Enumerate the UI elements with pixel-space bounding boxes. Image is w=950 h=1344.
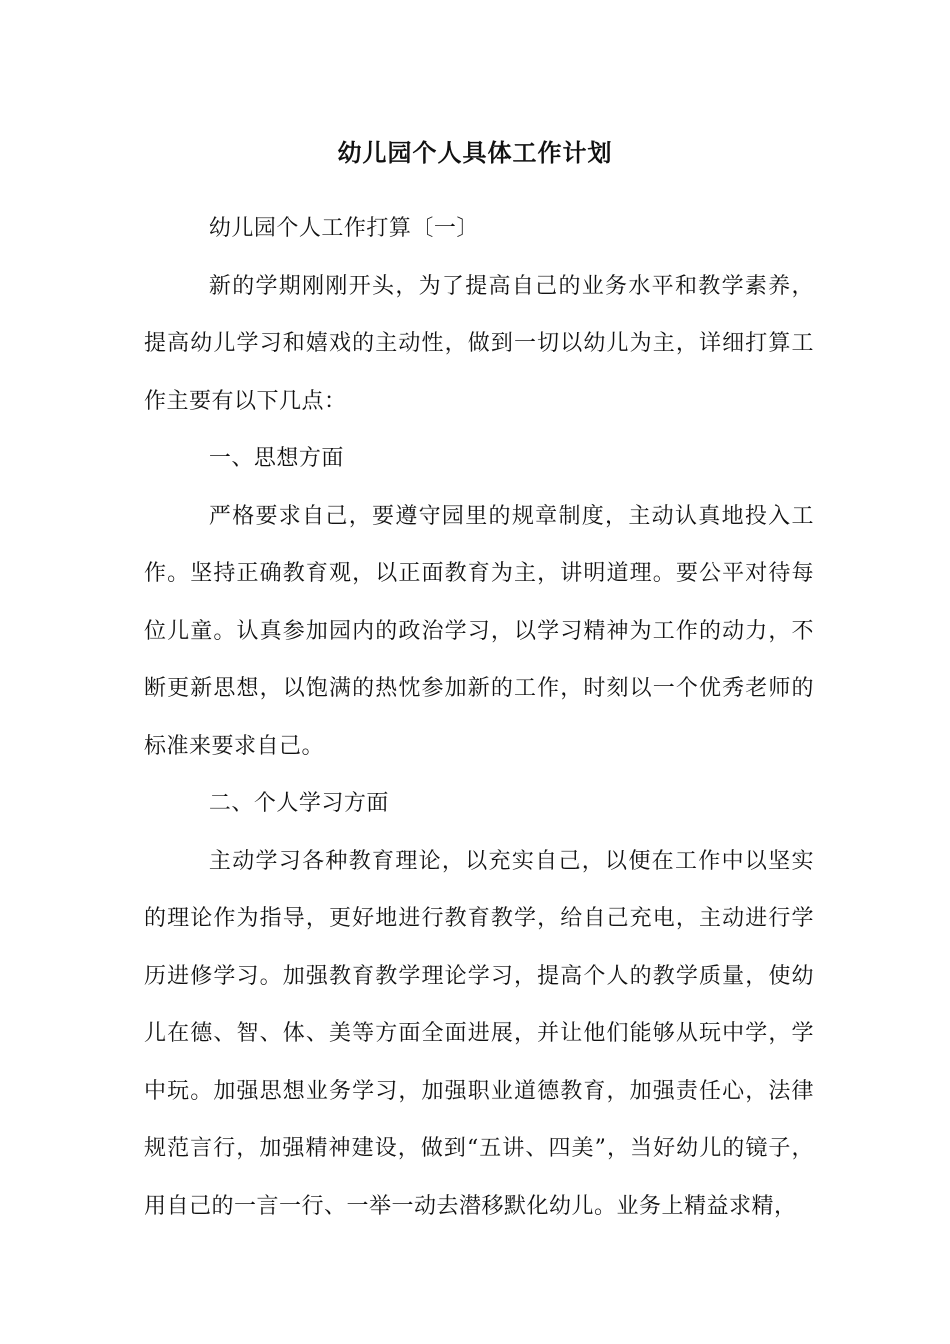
document-body <box>144 200 814 1235</box>
document-title: 幼儿园个人具体工作计划 <box>337 138 613 167</box>
study-paragraph: 主动学习各种教育理论，以充实自己，以便在工作中以坚实的理论作为指导，更好地进行教育教学，给自己充电，主动进行学历进修学习。加强教育教学理论学习，提高个人的教学质量，使幼儿在德、智、体、美等方面全面进展，并让他们能够从玩中学，学中玩。加强思想业务学习，加强职业道德教育，加强责任心，法律规范言行，加强精神建设，做到“五讲、四美”，当好幼儿的镜子，用自己的一言一行、一举一动去潜移默化幼儿。业务上精益求精， <box>144 848 814 1219</box>
section-heading-study: 二、个人学习方面 <box>208 791 389 816</box>
intro-paragraph: 新的学期刚刚开头，为了提高自己的业务水平和教学素养，提高幼儿学习和嬉戏的主动性，做到一切以幼儿为主，详细打算工作主要有以下几点： <box>144 273 814 414</box>
section-heading-thought: 一、思想方面 <box>208 446 344 471</box>
thought-paragraph: 严格要求自己，要遵守园里的规章制度，主动认真地投入工作。坚持正确教育观，以正面教育为主，讲明道理。要公平对待每位儿童。认真参加园内的政治学习，以学习精神为工作的动力，不断更新思想，以饱满的热忱参加新的工作，时刻以一个优秀老师的标准来要求自己。 <box>144 503 814 759</box>
subtitle-paragraph: 幼儿园个人工作打算〔一〕 <box>208 216 479 241</box>
